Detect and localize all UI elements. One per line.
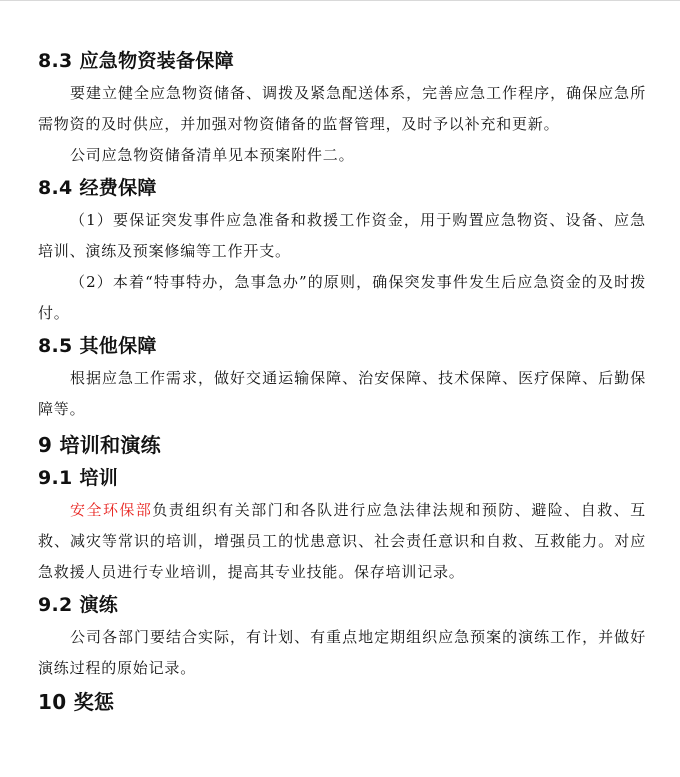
section-8-3-paragraph-1: 要建立健全应急物资储备、调拨及紧急配送体系，完善应急工作程序，确保应急所需物资的及时供应，并加强对物资储备的监督管理，及时予以补充和更新。	[38, 84, 646, 133]
section-8-5-paragraph-1: 根据应急工作需求，做好交通运输保障、治安保障、技术保障、医疗保障、后勤保障等。	[38, 369, 646, 418]
section-9-2-heading: 9.2 演练	[38, 594, 119, 616]
section-8-4-paragraph-1: （1）要保证突发事件应急准备和救援工作资金，用于购置应急物资、设备、应急培训、演练及预案修编等工作开支。	[38, 211, 646, 260]
section-9-1-paragraph-text: 负责组织有关部门和各队进行应急法律法规和预防、避险、自救、互救、减灾等常识的培训，增强员工的忧患意识、社会责任意识和自救、互救能力。对应急救援人员进行专业培训，提高其专业技能。保存培训记录。	[38, 501, 646, 581]
section-8-3-paragraph-2: 公司应急物资储备清单见本预案附件二。	[70, 146, 355, 164]
section-8-4-heading: 8.4 经费保障	[38, 177, 157, 199]
section-9-heading: 9 培训和演练	[38, 433, 161, 457]
page-top-border	[0, 0, 680, 1]
section-9-2-paragraph-1: 公司各部门要结合实际，有计划、有重点地定期组织应急预案的演练工作，并做好演练过程的原始记录。	[38, 628, 646, 677]
section-8-4-paragraph-2: （2）本着“特事特办，急事急办”的原则，确保突发事件发生后应急资金的及时拨付。	[38, 273, 646, 322]
section-8-3-heading: 8.3 应急物资装备保障	[38, 50, 234, 72]
section-9-1-paragraph-1	[38, 495, 646, 588]
section-9-1-heading: 9.1 培训	[38, 467, 119, 489]
document-page	[38, 48, 646, 716]
section-8-5-heading: 8.5 其他保障	[38, 335, 157, 357]
department-highlight: 安全环保部	[70, 501, 153, 519]
section-10-heading: 10 奖惩	[38, 690, 115, 714]
